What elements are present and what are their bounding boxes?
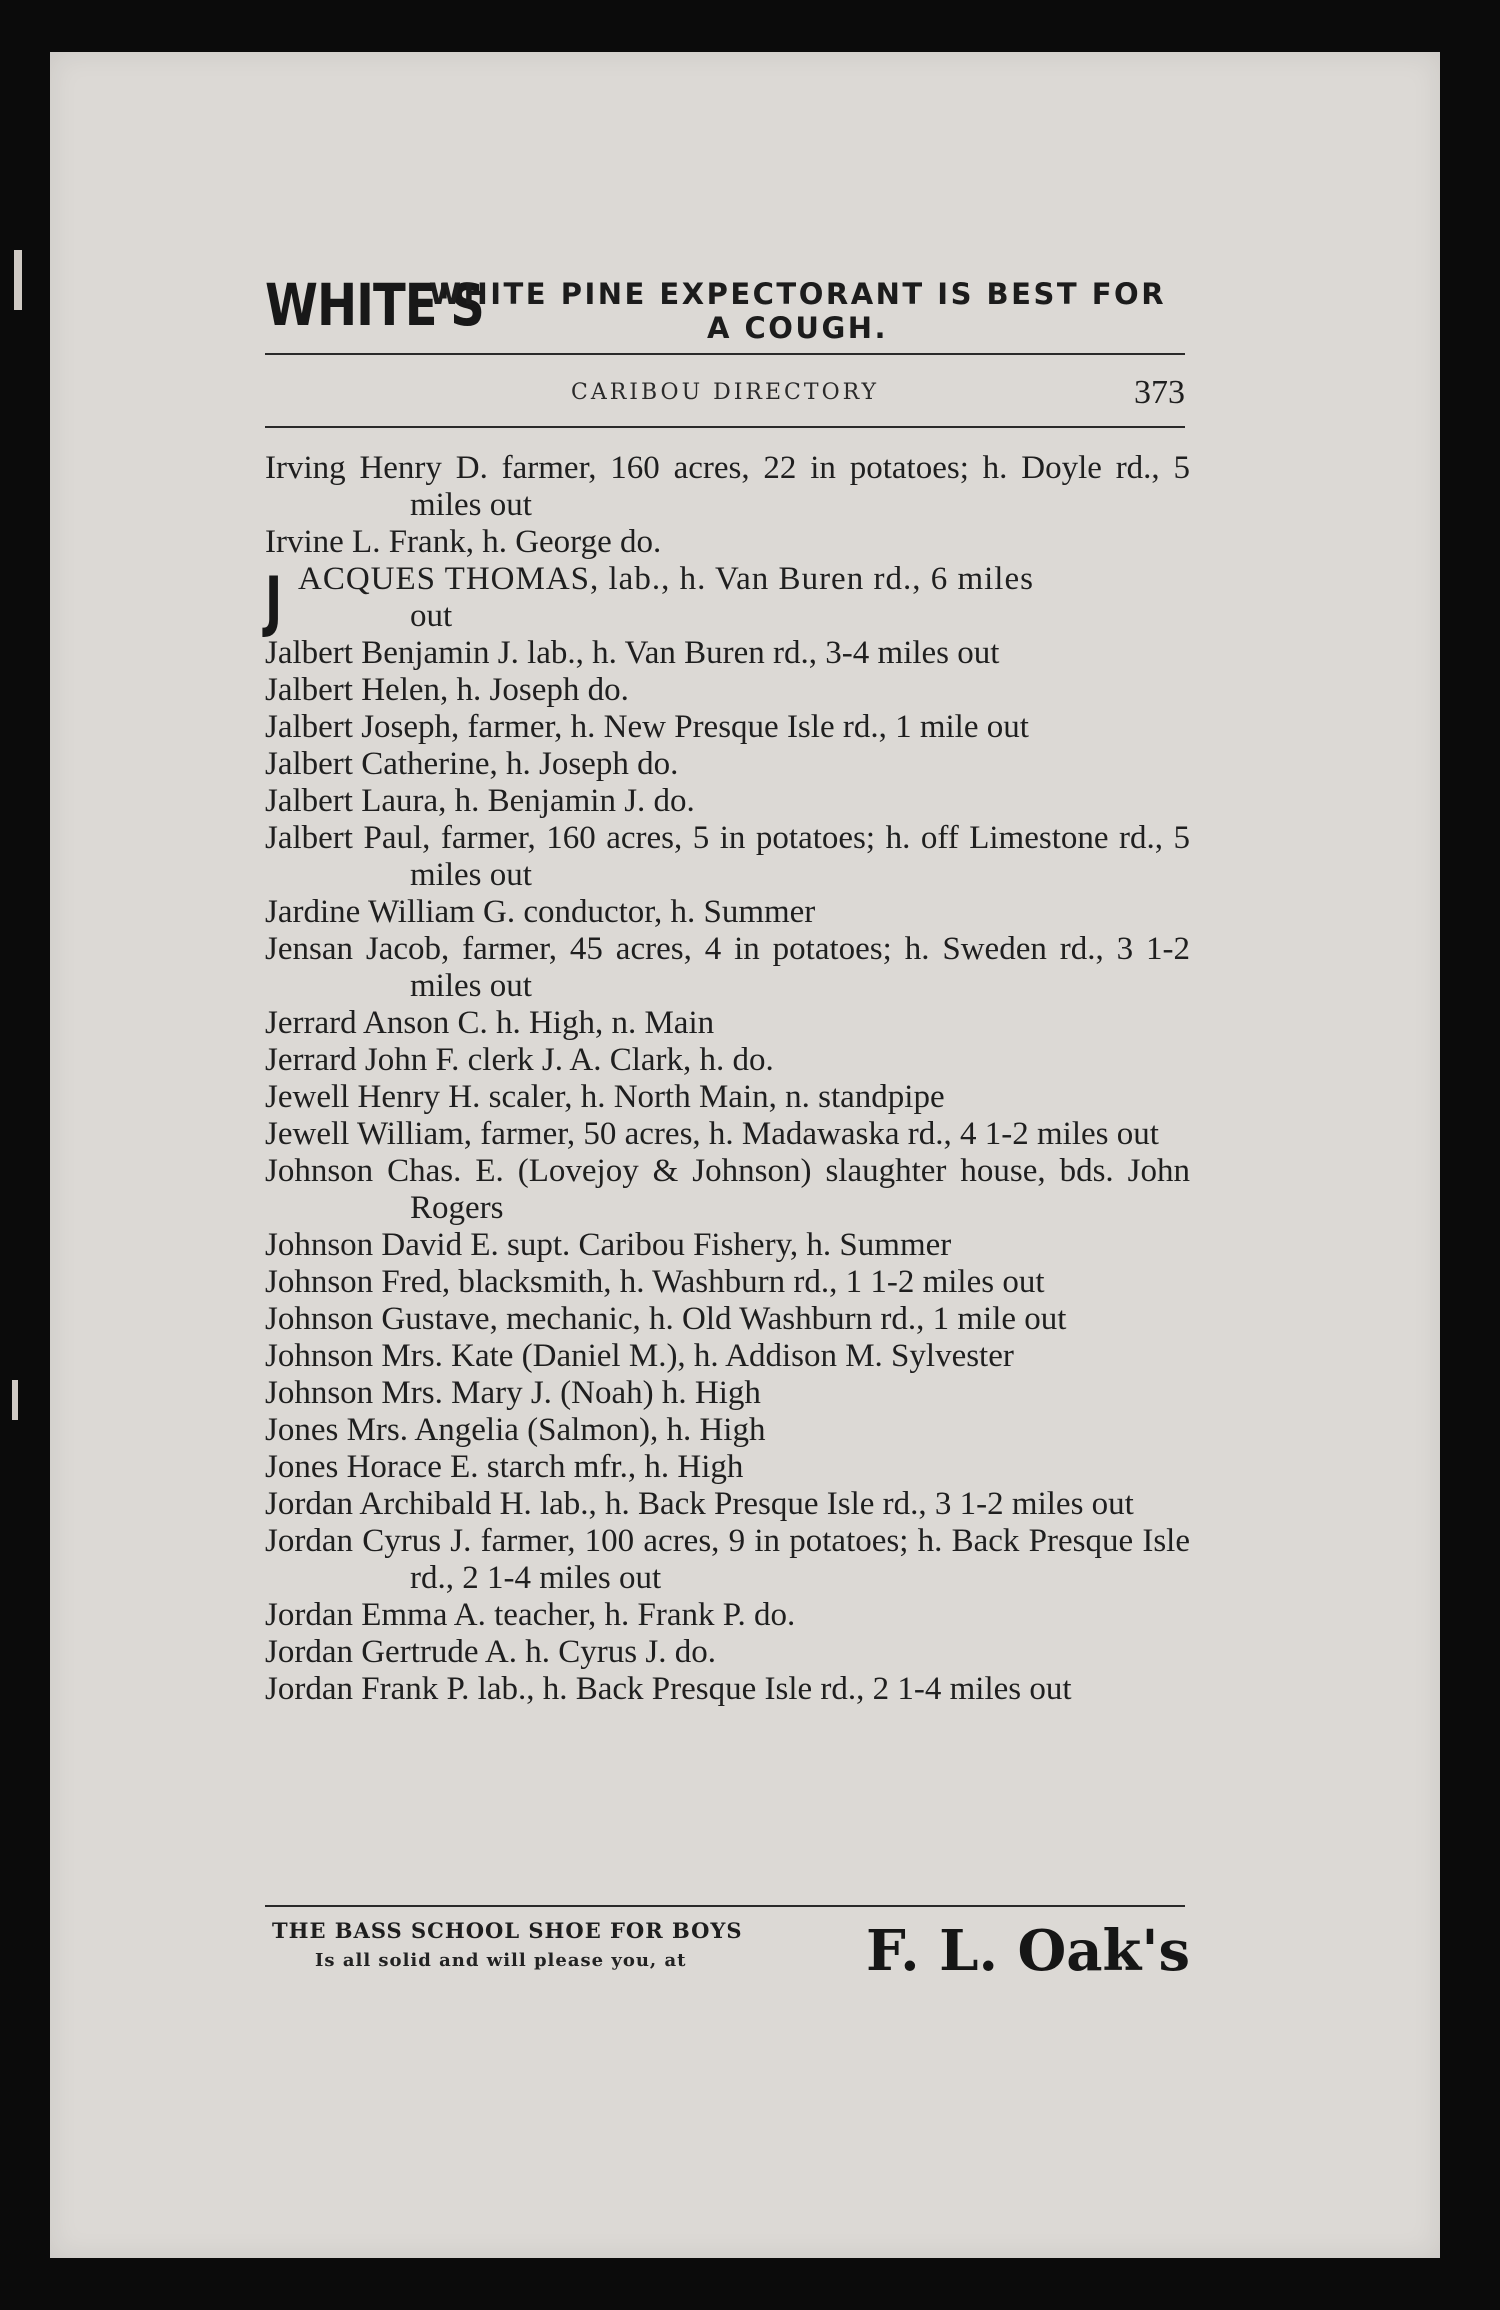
- page-edge-tab: [14, 250, 22, 310]
- bottom-ad-subline: Is all solid and will please you, at: [315, 1950, 687, 1971]
- running-head: [265, 374, 1185, 418]
- page-edge-tab: [12, 1380, 18, 1420]
- directory-entry: Johnson Mrs. Kate (Daniel M.), h. Addison M. Sylvester: [265, 1338, 1014, 1374]
- directory-entry: Johnson Gustave, mechanic, h. Old Washburn rd., 1 mile out: [265, 1301, 1067, 1337]
- directory-entry: Irving Henry D. farmer, 160 acres, 22 in potatoes; h. Doyle rd., 5 miles out: [265, 450, 1190, 523]
- directory-entry: Jalbert Paul, farmer, 160 acres, 5 in potatoes; h. off Limestone rd., 5 miles out: [265, 820, 1190, 893]
- directory-entry: Jalbert Joseph, farmer, h. New Presque Isle rd., 1 mile out: [265, 709, 1029, 745]
- directory-entry: Jordan Emma A. teacher, h. Frank P. do.: [265, 1597, 796, 1633]
- ad-slogan: [410, 277, 1185, 345]
- directory-entry: Jerrard Anson C. h. High, n. Main: [265, 1005, 715, 1041]
- directory-entry: Jordan Cyrus J. farmer, 100 acres, 9 in potatoes; h. Back Presque Isle rd., 2 1-4 miles out: [265, 1523, 1190, 1596]
- ad-slogan-line2: A COUGH.: [706, 311, 889, 345]
- directory-entry: Jerrard John F. clerk J. A. Clark, h. do.: [265, 1042, 774, 1078]
- directory-entry: Johnson Fred, blacksmith, h. Washburn rd., 1 1-2 miles out: [265, 1264, 1045, 1300]
- directory-entry: Jalbert Catherine, h. Joseph do.: [265, 746, 679, 782]
- directory-entry: Jewell William, farmer, 50 acres, h. Madawaska rd., 4 1-2 miles out: [265, 1116, 1159, 1152]
- page-number: 373: [1134, 374, 1185, 411]
- directory-entries: [265, 450, 1190, 1708]
- directory-entry: Jalbert Helen, h. Joseph do.: [265, 672, 629, 708]
- jacques-entry-line1: ACQUES THOMAS, lab., h. Van Buren rd., 6 miles: [298, 561, 1034, 597]
- bottom-ad-rule: [265, 1905, 1185, 1907]
- directory-entry: Irvine L. Frank, h. George do.: [265, 524, 662, 560]
- directory-entry: Jones Mrs. Angelia (Salmon), h. High: [265, 1412, 766, 1448]
- top-ad-rule: [265, 353, 1185, 355]
- directory-entry: Jardine William G. conductor, h. Summer: [265, 894, 816, 930]
- jacques-entry-line2: out: [410, 598, 453, 634]
- bottom-advertisement: [265, 1910, 1190, 2000]
- directory-entry: Jordan Frank P. lab., h. Back Presque Isle rd., 2 1-4 miles out: [265, 1671, 1072, 1707]
- top-advertisement: [265, 272, 1185, 357]
- header-rule: [265, 426, 1185, 428]
- directory-entry: Jewell Henry H. scaler, h. North Main, n. standpipe: [265, 1079, 945, 1115]
- drop-cap-initial: J: [265, 563, 283, 640]
- directory-entry: Jensan Jacob, farmer, 45 acres, 4 in potatoes; h. Sweden rd., 3 1-2 miles out: [265, 931, 1190, 1004]
- directory-entry-jacques: [265, 561, 1190, 640]
- directory-entry: Jones Horace E. starch mfr., h. High: [265, 1449, 744, 1485]
- directory-entry: Jalbert Laura, h. Benjamin J. do.: [265, 783, 695, 819]
- directory-entry: Johnson David E. supt. Caribou Fishery, h. Summer: [265, 1227, 952, 1263]
- directory-entry: Jordan Archibald H. lab., h. Back Presque Isle rd., 3 1-2 miles out: [265, 1486, 1134, 1522]
- ad-slogan-line1: WHITE PINE EXPECTORANT IS BEST FOR: [428, 277, 1167, 311]
- directory-entry: Johnson Chas. E. (Lovejoy & Johnson) slaughter house, bds. John Rogers: [265, 1153, 1190, 1226]
- directory-title: CARIBOU DIRECTORY: [570, 380, 880, 405]
- directory-entry: Jordan Gertrude A. h. Cyrus J. do.: [265, 1634, 716, 1670]
- store-name: F. L. Oak's: [865, 1918, 1190, 1984]
- directory-entry: Jalbert Benjamin J. lab., h. Van Buren rd., 3-4 miles out: [265, 635, 1000, 671]
- bottom-ad-headline: THE BASS SCHOOL SHOE FOR BOYS: [272, 1918, 743, 1943]
- directory-entry: Johnson Mrs. Mary J. (Noah) h. High: [265, 1375, 761, 1411]
- ad-brand: WHITE'S: [265, 272, 484, 340]
